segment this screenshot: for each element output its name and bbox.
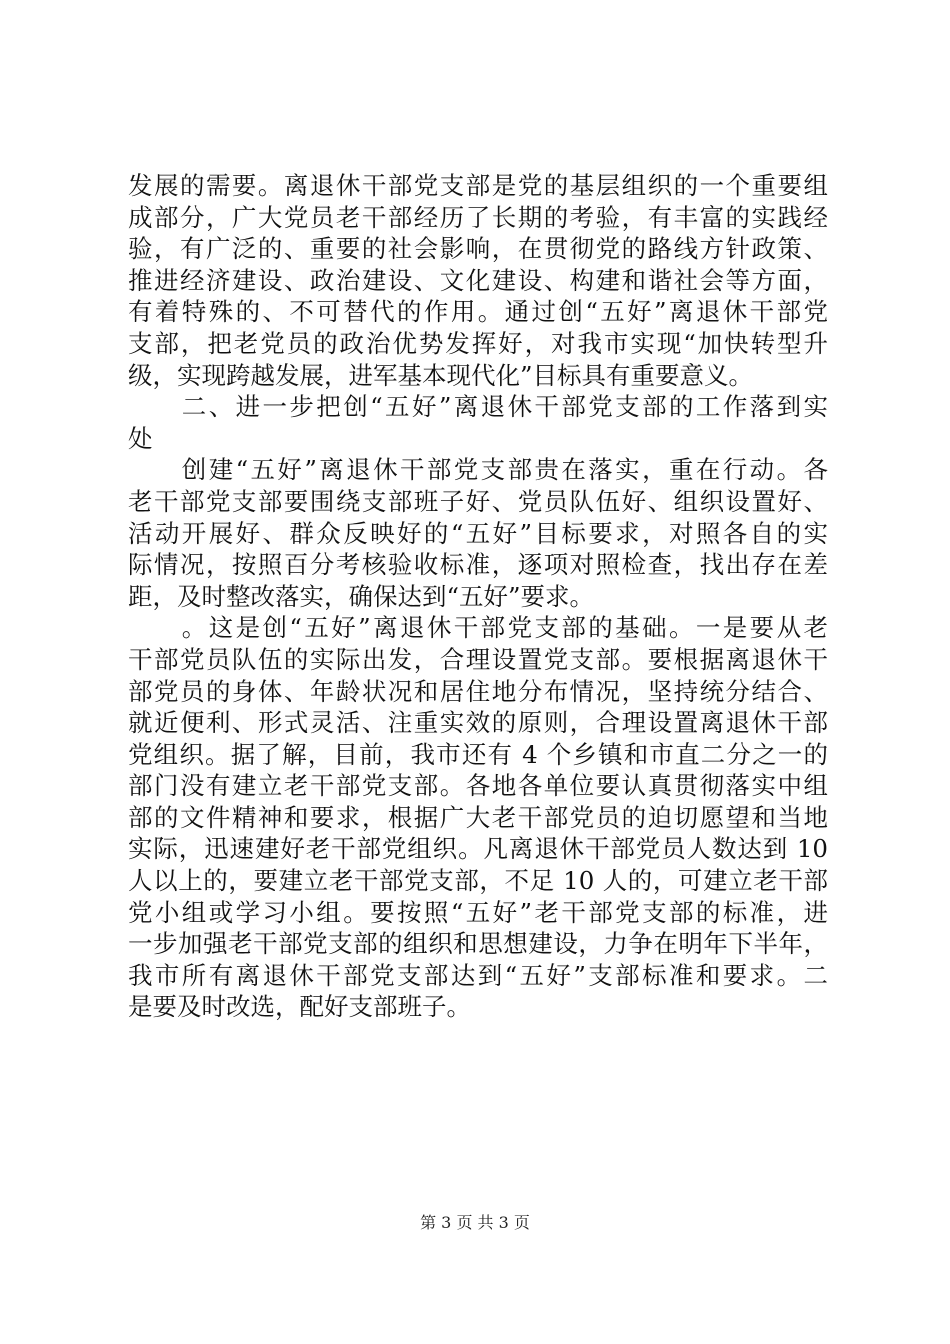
- body-text-line: 处: [128, 423, 153, 453]
- body-text-line: 验，有广泛的、重要的社会影响，在贯彻党的路线方针政策、: [128, 234, 828, 264]
- body-text-line: 二、进一步把创“五好”离退休干部党支部的工作落到实: [128, 392, 828, 422]
- body-text-line: 。这是创“五好”离退休干部党支部的基础。一是要从老: [128, 613, 828, 643]
- body-text-line: 部的文件精神和要求，根据广大老干部党员的迫切愿望和当地: [128, 802, 828, 832]
- body-text-line: 成部分，广大党员老干部经历了长期的考验，有丰富的实践经: [128, 202, 828, 232]
- body-text-line: 活动开展好、群众反映好的“五好”目标要求，对照各自的实: [128, 518, 828, 548]
- document-body: [128, 170, 828, 1023]
- body-text-line: 际情况，按照百分考核验收标准，逐项对照检查，找出存在差: [128, 550, 828, 580]
- body-text-line: 实际，迅速建好老干部党组织。凡离退休干部党员人数达到 10: [128, 834, 828, 864]
- body-text-line: 级，实现跨越发展，进军基本现代化”目标具有重要意义。: [128, 360, 754, 390]
- body-text-line: 是要及时改选，配好支部班子。: [128, 992, 471, 1022]
- body-text-line: 党组织。据了解，目前，我市还有 4 个乡镇和市直二分之一的: [128, 739, 828, 769]
- body-text-line: 推进经济建设、政治建设、文化建设、构建和谐社会等方面，: [128, 265, 828, 295]
- body-text-line: 人以上的，要建立老干部党支部，不足 10 人的，可建立老干部: [128, 866, 828, 896]
- body-text-line: 我市所有离退休干部党支部达到“五好”支部标准和要求。二: [128, 960, 828, 990]
- body-text-line: 老干部党支部要围绕支部班子好、党员队伍好、组织设置好、: [128, 486, 828, 516]
- body-text-line: 发展的需要。离退休干部党支部是党的基层组织的一个重要组: [128, 171, 828, 200]
- body-text-line: 有着特殊的、不可替代的作用。通过创“五好”离退休干部党: [128, 297, 828, 327]
- body-text-line: 部门没有建立老干部党支部。各地各单位要认真贯彻落实中组: [128, 771, 828, 801]
- body-text-line: 就近便利、形式灵活、注重实效的原则，合理设置离退休干部: [128, 708, 828, 738]
- body-text-line: 支部，把老党员的政治优势发挥好，对我市实现“加快转型升: [128, 328, 828, 358]
- page-footer: 第 3 页 共 3 页: [420, 1213, 530, 1232]
- body-text-line: 创建“五好”离退休干部党支部贵在落实，重在行动。各: [128, 455, 828, 485]
- body-text-line: 部党员的身体、年龄状况和居住地分布情况，坚持统分结合、: [128, 676, 828, 706]
- body-text-line: 党小组或学习小组。要按照“五好”老干部党支部的标准，进: [128, 897, 828, 927]
- body-text-line: 距，及时整改落实，确保达到“五好”要求。: [128, 581, 595, 611]
- body-text-line: 干部党员队伍的实际出发，合理设置党支部。要根据离退休干: [128, 644, 828, 674]
- body-text-line: 一步加强老干部党支部的组织和思想建设，力争在明年下半年，: [128, 929, 828, 959]
